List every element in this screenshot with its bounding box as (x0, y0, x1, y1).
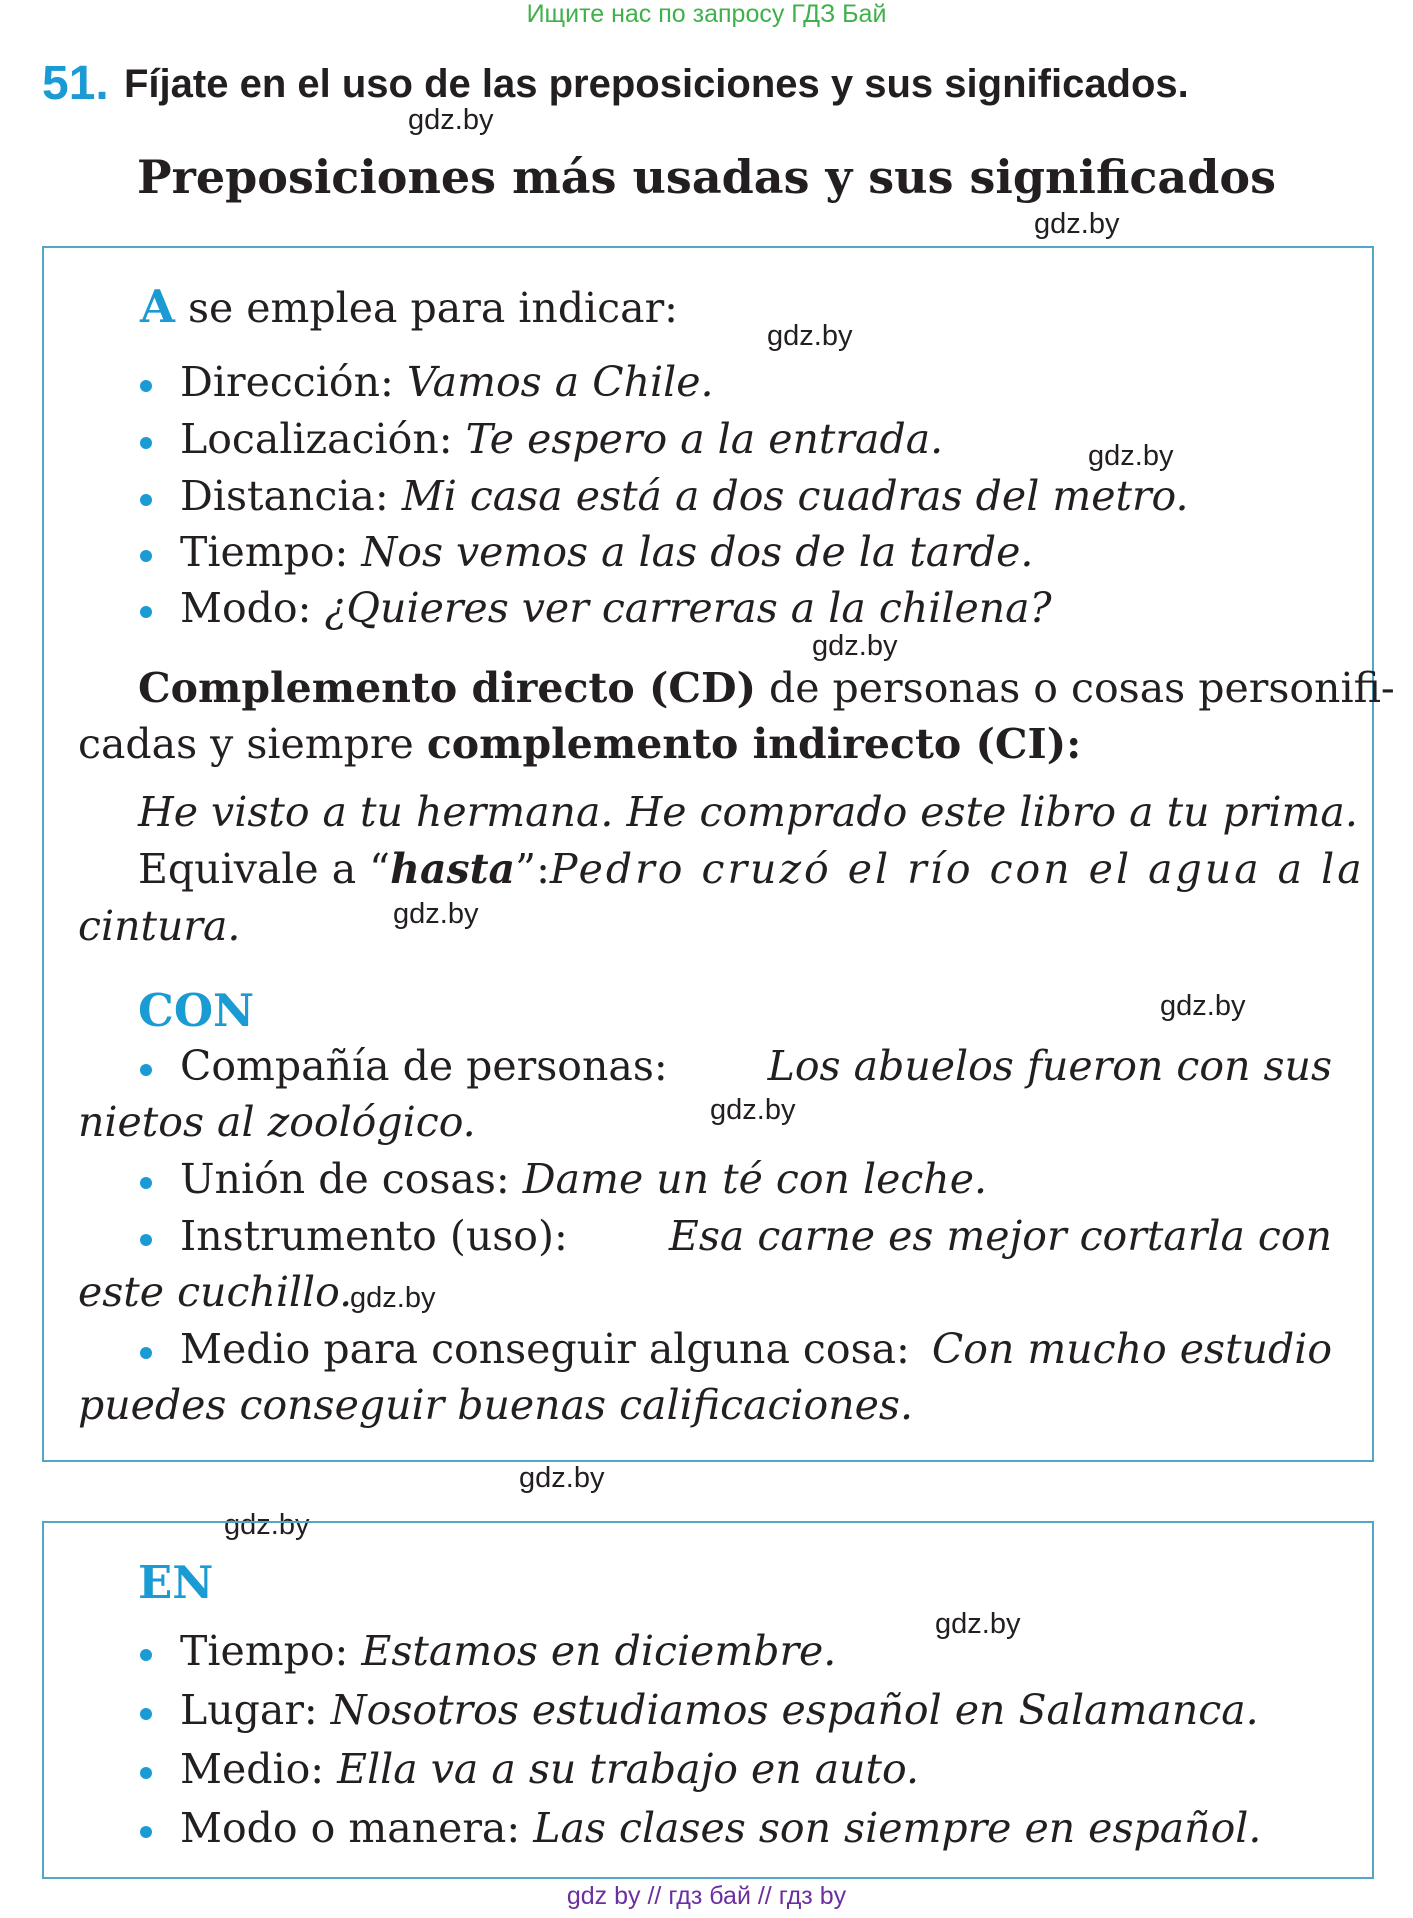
item-label: Medio para conseguir alguna cosa: (180, 1325, 910, 1373)
watermark: gdz.by (935, 1608, 1021, 1640)
bullet-icon (140, 1708, 152, 1720)
list-item (140, 584, 1052, 632)
list-item (140, 1325, 1332, 1373)
list-item (140, 472, 1189, 520)
list-item (140, 415, 943, 463)
watermark: gdz.by (812, 630, 898, 662)
list-item (140, 1745, 919, 1793)
bullet-icon (140, 1177, 152, 1189)
item-label: Localización: (180, 415, 466, 463)
item-example: Te espero a la entrada. (465, 415, 944, 463)
item-example: Esa carne es mejor cortarla con (668, 1212, 1332, 1260)
cd-line-2 (78, 720, 1081, 768)
item-example: Con mucho estudio (931, 1325, 1332, 1373)
hasta-example: cintura. (78, 902, 241, 950)
watermark: gdz.by (393, 898, 479, 930)
bullet-icon (140, 1234, 152, 1246)
item-label: Tiempo: (180, 528, 362, 576)
cd-term: Complemento directo (CD) (138, 664, 756, 712)
item-label: Lugar: (180, 1686, 331, 1734)
bullet-icon (140, 1826, 152, 1838)
list-item (140, 528, 1033, 576)
con-heading: CON (138, 984, 255, 1037)
list-item (140, 1804, 1261, 1852)
bullet-icon (140, 606, 152, 618)
exercise-number: 51. (42, 57, 109, 110)
item-label-group (140, 1212, 568, 1260)
hasta-line-2 (78, 902, 240, 950)
item-example: Nosotros estudiamos español en Salamanca. (330, 1686, 1259, 1734)
item-label: Medio: (180, 1745, 338, 1793)
item-label: Unión de cosas: (180, 1155, 523, 1203)
list-item (140, 1212, 1332, 1260)
hasta-word: hasta (390, 845, 516, 893)
list-item (140, 1686, 1259, 1734)
hasta-example: Pedro cruzó el río con el agua a la (549, 845, 1365, 893)
cd-text: cadas y siempre (78, 720, 427, 768)
hasta-text: ”: (515, 845, 550, 893)
watermark: gdz.by (224, 1509, 310, 1541)
item-label: Instrumento (uso): (180, 1212, 568, 1260)
ci-term: complemento indirecto (CI): (426, 720, 1082, 768)
en-heading: EN (138, 1556, 214, 1609)
watermark: gdz.by (767, 320, 853, 352)
a-intro: se emplea para indicar: (174, 284, 678, 332)
bullet-icon (140, 494, 152, 506)
watermark: gdz.by (1160, 990, 1246, 1022)
bullet-icon (140, 550, 152, 562)
item-example: nietos al zoológico. (78, 1098, 476, 1146)
list-item (140, 1042, 1332, 1090)
watermark: gdz.by (350, 1282, 436, 1314)
watermark: gdz.by (408, 104, 494, 136)
hasta-line-1 (138, 845, 1365, 893)
list-item-continuation (78, 1268, 352, 1316)
cd-line-1 (138, 664, 1395, 712)
cd-text: de personas o cosas personifi- (755, 664, 1395, 712)
item-label-group (140, 1325, 910, 1373)
top-banner[interactable]: Ищите нас по запросу ГДЗ Бай (526, 0, 887, 28)
item-example: Las clases son siempre en español. (533, 1804, 1262, 1852)
list-item (140, 1155, 987, 1203)
item-label: Dirección: (180, 358, 407, 406)
item-example: puedes conseguir buenas calificaciones. (78, 1381, 913, 1429)
watermark: gdz.by (519, 1462, 605, 1494)
cd-example (138, 788, 1358, 836)
footer-links[interactable]: gdz by // гдз бай // гдз by (566, 1882, 847, 1910)
hasta-text: Equivale a “ (138, 845, 391, 893)
item-label: Compañía de personas: (180, 1042, 668, 1090)
item-example: Estamos en diciembre. (361, 1627, 837, 1675)
list-item-continuation (78, 1381, 913, 1429)
item-label-group (140, 1042, 668, 1090)
bullet-icon (140, 1347, 152, 1359)
item-example: Mi casa está a dos cuadras del metro. (401, 472, 1189, 520)
watermark: gdz.by (1034, 208, 1120, 240)
item-label: Modo o manera: (180, 1804, 534, 1852)
item-example: Dame un té con leche. (522, 1155, 987, 1203)
hasta-label (138, 845, 550, 893)
item-example: Los abuelos fueron con sus (767, 1042, 1332, 1090)
item-label: Modo: (180, 584, 325, 632)
bullet-icon (140, 1064, 152, 1076)
page-title: Preposiciones más usadas y sus significados (137, 150, 1276, 204)
a-heading-line (140, 280, 678, 333)
bullet-icon (140, 1649, 152, 1661)
bullet-icon (140, 437, 152, 449)
item-example: este cuchillo. (78, 1268, 353, 1316)
item-label: Tiempo: (180, 1627, 362, 1675)
item-example: Vamos a Chile. (406, 358, 714, 406)
item-example: ¿Quieres ver carreras a la chilena? (324, 584, 1052, 632)
watermark: gdz.by (1088, 440, 1174, 472)
item-example: Nos vemos a las dos de la tarde. (361, 528, 1034, 576)
bullet-icon (140, 380, 152, 392)
cd-example-text: He visto a tu hermana. He comprado este libro a tu prima. (138, 788, 1358, 836)
item-example: Ella va a su trabajo en auto. (337, 1745, 920, 1793)
list-item-continuation (78, 1098, 476, 1146)
list-item (140, 358, 714, 406)
item-label: Distancia: (180, 472, 402, 520)
exercise-instruction: Fíjate en el uso de las preposiciones y sus significados. (124, 62, 1189, 106)
bullet-icon (140, 1767, 152, 1779)
list-item (140, 1627, 836, 1675)
watermark: gdz.by (710, 1094, 796, 1126)
a-letter: A (140, 280, 175, 333)
